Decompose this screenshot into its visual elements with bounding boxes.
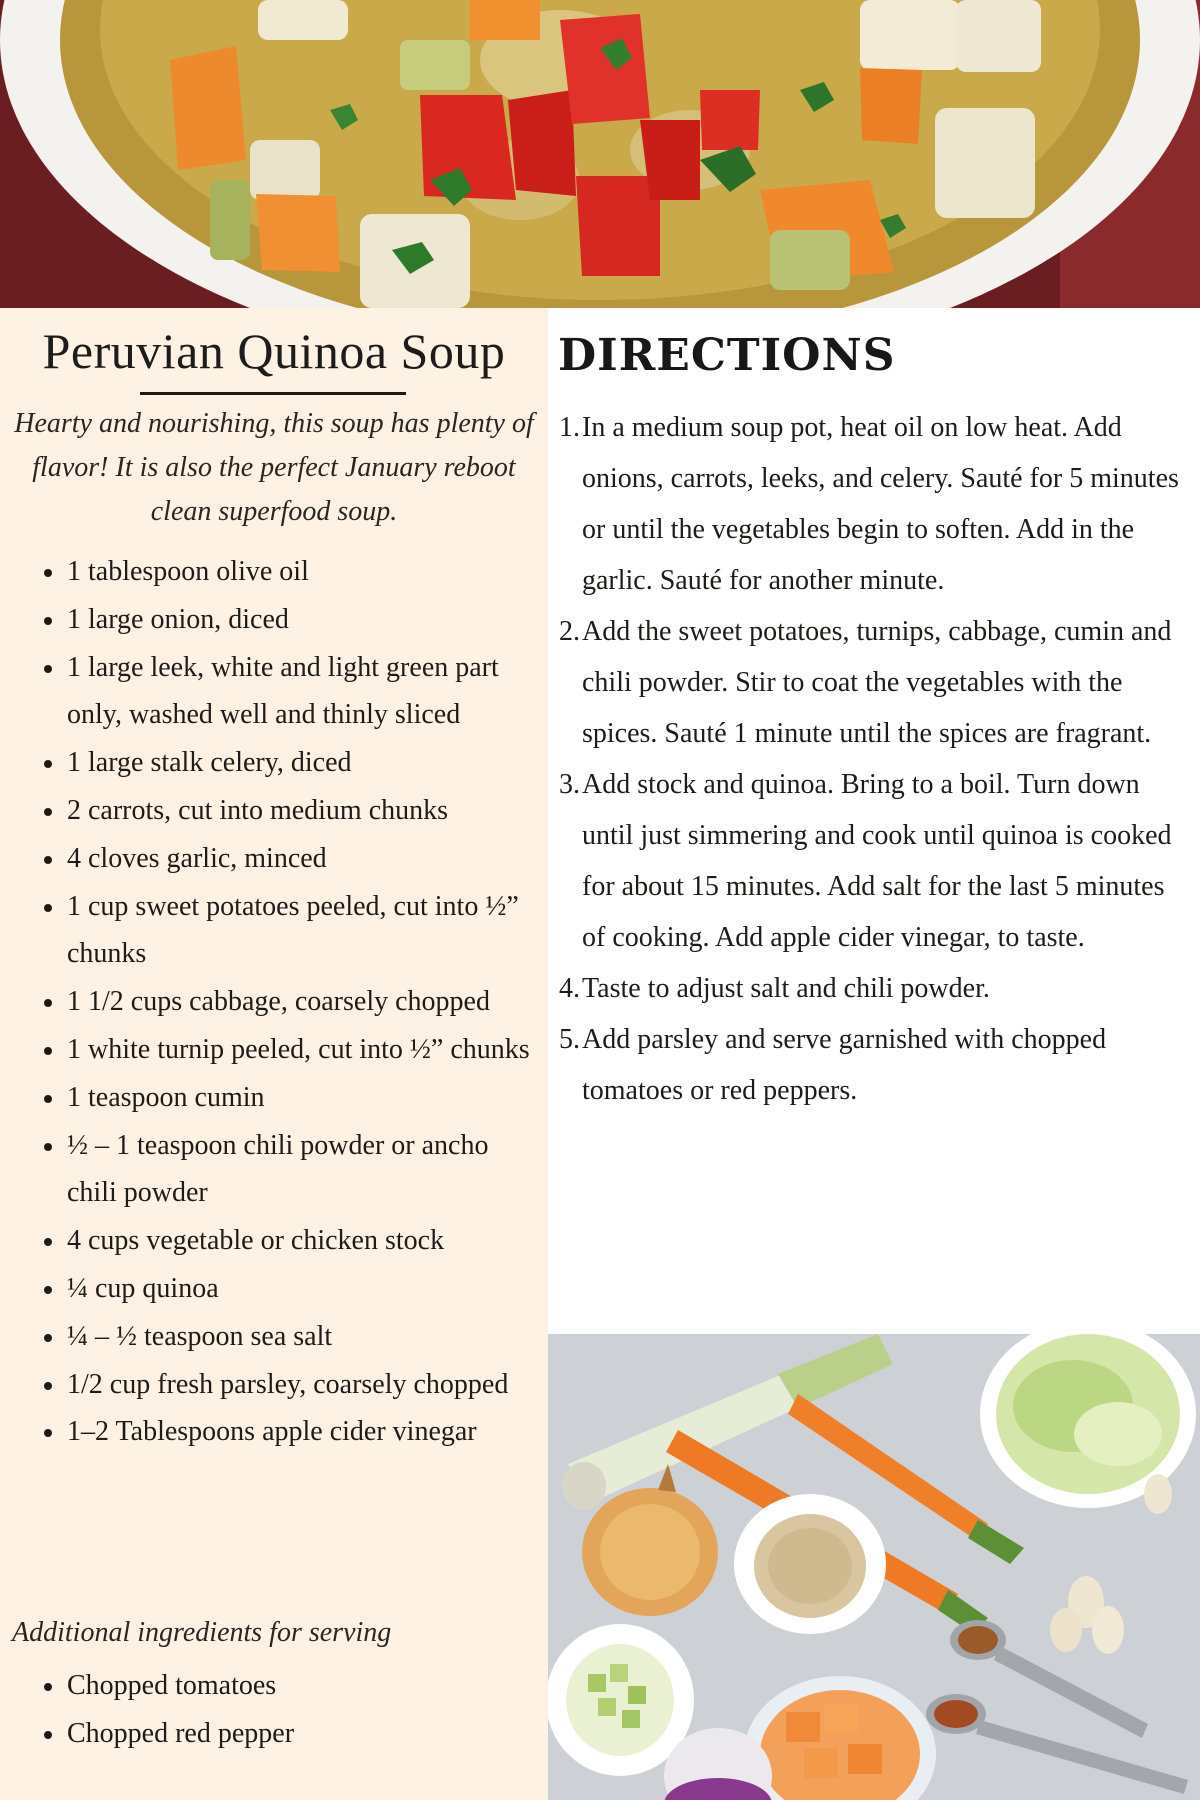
direction-step (558, 963, 1190, 1014)
recipe-intro: Hearty and nourishing, this soup has plenty of flavor! It is also the perfect January reboot clean superfood soup. (14, 408, 534, 527)
ingredient-item: 1 cup sweet potatoes peeled, cut into ½” chunks (38, 883, 538, 979)
serving-heading: Additional ingredients for serving (12, 1617, 392, 1648)
ingredient-item: 1 large leek, white and light green part only, washed well and thinly sliced (38, 644, 538, 740)
ingredient-item: 1 large onion, diced (38, 596, 538, 644)
soup-hero-photo (0, 0, 1200, 308)
serving-item: Chopped red pepper (38, 1710, 538, 1758)
soup-bowl-image (0, 0, 1200, 308)
ingredient-item: 1 white turnip peeled, cut into ½” chunks (38, 1026, 538, 1074)
ingredients-panel (0, 308, 548, 1800)
step-text: Add parsley and serve garnished with chopped tomatoes or red peppers. (582, 1024, 1107, 1106)
step-number: 5. (559, 1024, 580, 1055)
step-text: In a medium soup pot, heat oil on low heat. Add onions, carrots, leeks, and celery. Sauté for 5 minutes or until the vegetables begin to soften. Add in the garlic. Sauté for another minute. (582, 412, 1179, 596)
title-underline (140, 392, 406, 395)
ingredients-list (38, 548, 538, 1456)
ingredient-item: 1 large stalk celery, diced (38, 739, 538, 787)
step-text: Taste to adjust salt and chili powder. (582, 973, 990, 1004)
serving-item: Chopped tomatoes (38, 1662, 538, 1710)
ingredient-item: ¼ cup quinoa (38, 1265, 538, 1313)
ingredient-item: 1 tablespoon olive oil (38, 548, 538, 596)
ingredient-item: 1 1/2 cups cabbage, coarsely chopped (38, 978, 538, 1026)
direction-step (558, 606, 1190, 759)
ingredient-item: 2 carrots, cut into medium chunks (38, 787, 538, 835)
direction-step (558, 1014, 1190, 1116)
raw-ingredients-image (548, 1334, 1200, 1800)
serving-list (38, 1662, 538, 1758)
step-text: Add the sweet potatoes, turnips, cabbage, cumin and chili powder. Stir to coat the vegetables with the spices. Sauté 1 minute until the spices are fragrant. (582, 616, 1172, 749)
directions-list (558, 402, 1190, 1116)
direction-step (558, 759, 1190, 963)
ingredient-item: 1–2 Tablespoons apple cider vinegar (38, 1408, 538, 1456)
ingredient-item: 4 cloves garlic, minced (38, 835, 538, 883)
ingredients-photo (548, 1334, 1200, 1800)
ingredient-item: 4 cups vegetable or chicken stock (38, 1217, 538, 1265)
ingredient-item: ½ – 1 teaspoon chili powder or ancho chili powder (38, 1122, 538, 1218)
step-text: Add stock and quinoa. Bring to a boil. Turn down until just simmering and cook until quinoa is cooked for about 15 minutes. Add salt for the last 5 minutes of cooking. Add apple cider vinegar, to taste. (582, 769, 1172, 953)
ingredient-item: 1 teaspoon cumin (38, 1074, 538, 1122)
directions-panel (548, 308, 1200, 1334)
recipe-title: Peruvian Quinoa Soup (42, 323, 506, 379)
ingredient-item: 1/2 cup fresh parsley, coarsely chopped (38, 1361, 538, 1409)
step-number: 4. (559, 973, 580, 1004)
direction-step (558, 402, 1190, 606)
step-number: 3. (559, 769, 580, 800)
directions-heading: DIRECTIONS (558, 330, 896, 381)
ingredient-item: ¼ – ½ teaspoon sea salt (38, 1313, 538, 1361)
step-number: 1. (559, 412, 580, 443)
step-number: 2. (559, 616, 580, 647)
